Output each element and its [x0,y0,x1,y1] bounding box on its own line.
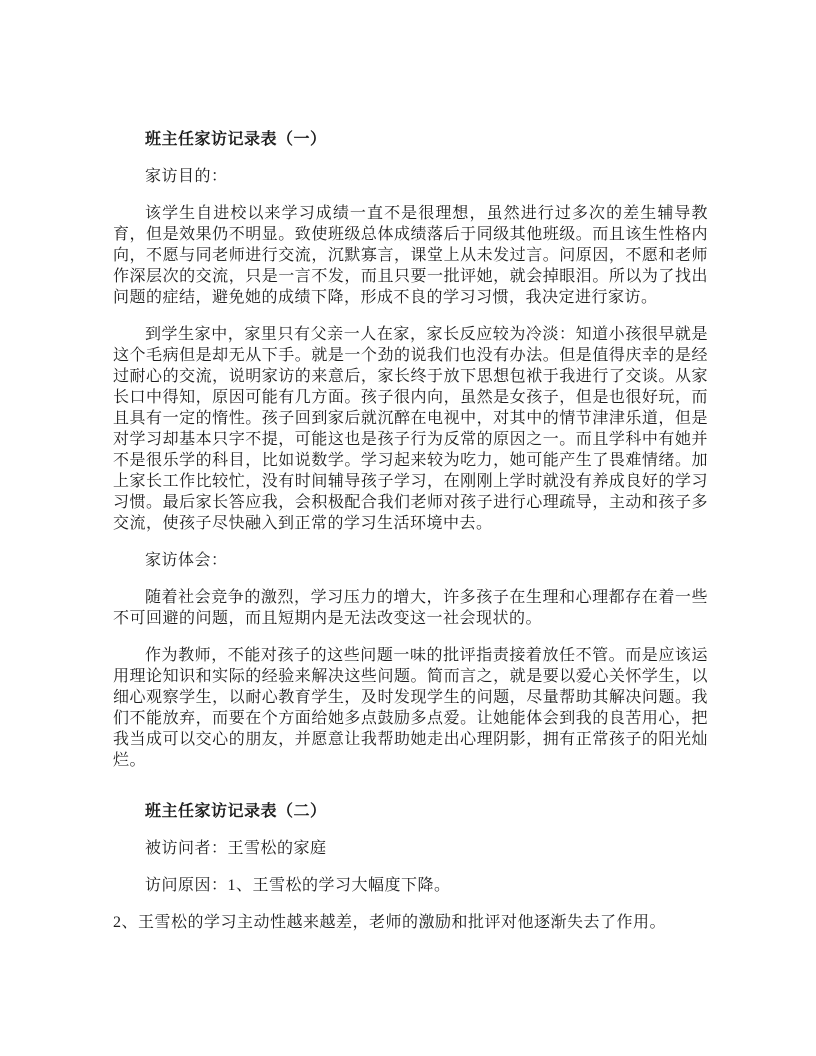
section-1-title: 班主任家访记录表（一） [145,131,327,148]
paragraph: 该学生自进校以来学习成绩一直不是很理想，虽然进行过多次的差生辅导教育，但是效果仍不明显。致使班级总体成绩落后于同级其他班级。而且该生性格内向，不愿与同老师进行交流，沉默寡言，课堂上从未发过言。问原因，不愿和老师作深层次的交流，只是一言不发，而且只要一批评她，就会掉眼泪。所以为了找出问题的症结，避免她的成绩下降，形成不良的学习习惯，我决定进行家访。 [113,205,708,306]
paragraph: 到学生家中，家里只有父亲一人在家，家长反应较为冷淡：知道小孩很早就是这个毛病但是却无从下手。就是一个劲的说我们也没有办法。但是值得庆幸的是经过耐心的交流，说明家访的来意后，家长终于放下思想包袱于我进行了交谈。从家长口中得知，原因可能有几方面。孩子很内向，虽然是女孩子，但是也很好玩，而且具有一定的惰性。孩子回到家后就沉醉在电视中，对其中的情节津津乐道，但是对学习却基本只字不提，可能这也是孩子行为反常的原因之一。而且学科中有她并不是很乐学的科目，比如说数学。学习起来较为吃力，她可能产生了畏难情绪。加上家长工作比较忙，没有时间辅导孩子学习，在刚刚上学时就没有养成良好的学习习惯。最后家长答应我，会积极配合我们老师对孩子进行心理疏导，主动和孩子多交流，使孩子尽快融入到正常的学习生活环境中去。 [113,326,708,532]
section-2-visit-reason-1: 访问原因：1、王雪松的学习大幅度下降。 [145,877,451,894]
section-1-heading-visit-reflection: 家访体会： [145,552,228,569]
section-2-interviewee: 被访问者：王雪松的家庭 [145,840,327,857]
section-2-title: 班主任家访记录表（二） [145,803,327,820]
paragraph: 作为教师，不能对孩子的这些问题一味的批评指责接着放任不管。而是应该运用理论知识和实际的经验来解决这些问题。简而言之，就是要以爱心关怀学生，以细心观察学生，以耐心教育学生，及时发现学生的问题，尽量帮助其解决问题。我们不能放弃，而要在个方面给她多点鼓励多点爱。让她能体会到我的良苦用心，把我当成可以交心的朋友，并愿意让我帮助她走出心理阴影，拥有正常孩子的阳光灿烂。 [113,647,708,769]
section-1-heading-visit-purpose: 家访目的： [145,168,228,185]
paragraph: 随着社会竞争的激烈，学习压力的增大，许多孩子在生理和心理都存在着一些不可回避的问题，而且短期内是无法改变这一社会现状的。 [113,589,708,627]
section-2-visit-reason-2: 2、王雪松的学习主动性越来越差，老师的激励和批评对他逐渐失去了作用。 [113,914,667,931]
document-content [113,129,708,933]
